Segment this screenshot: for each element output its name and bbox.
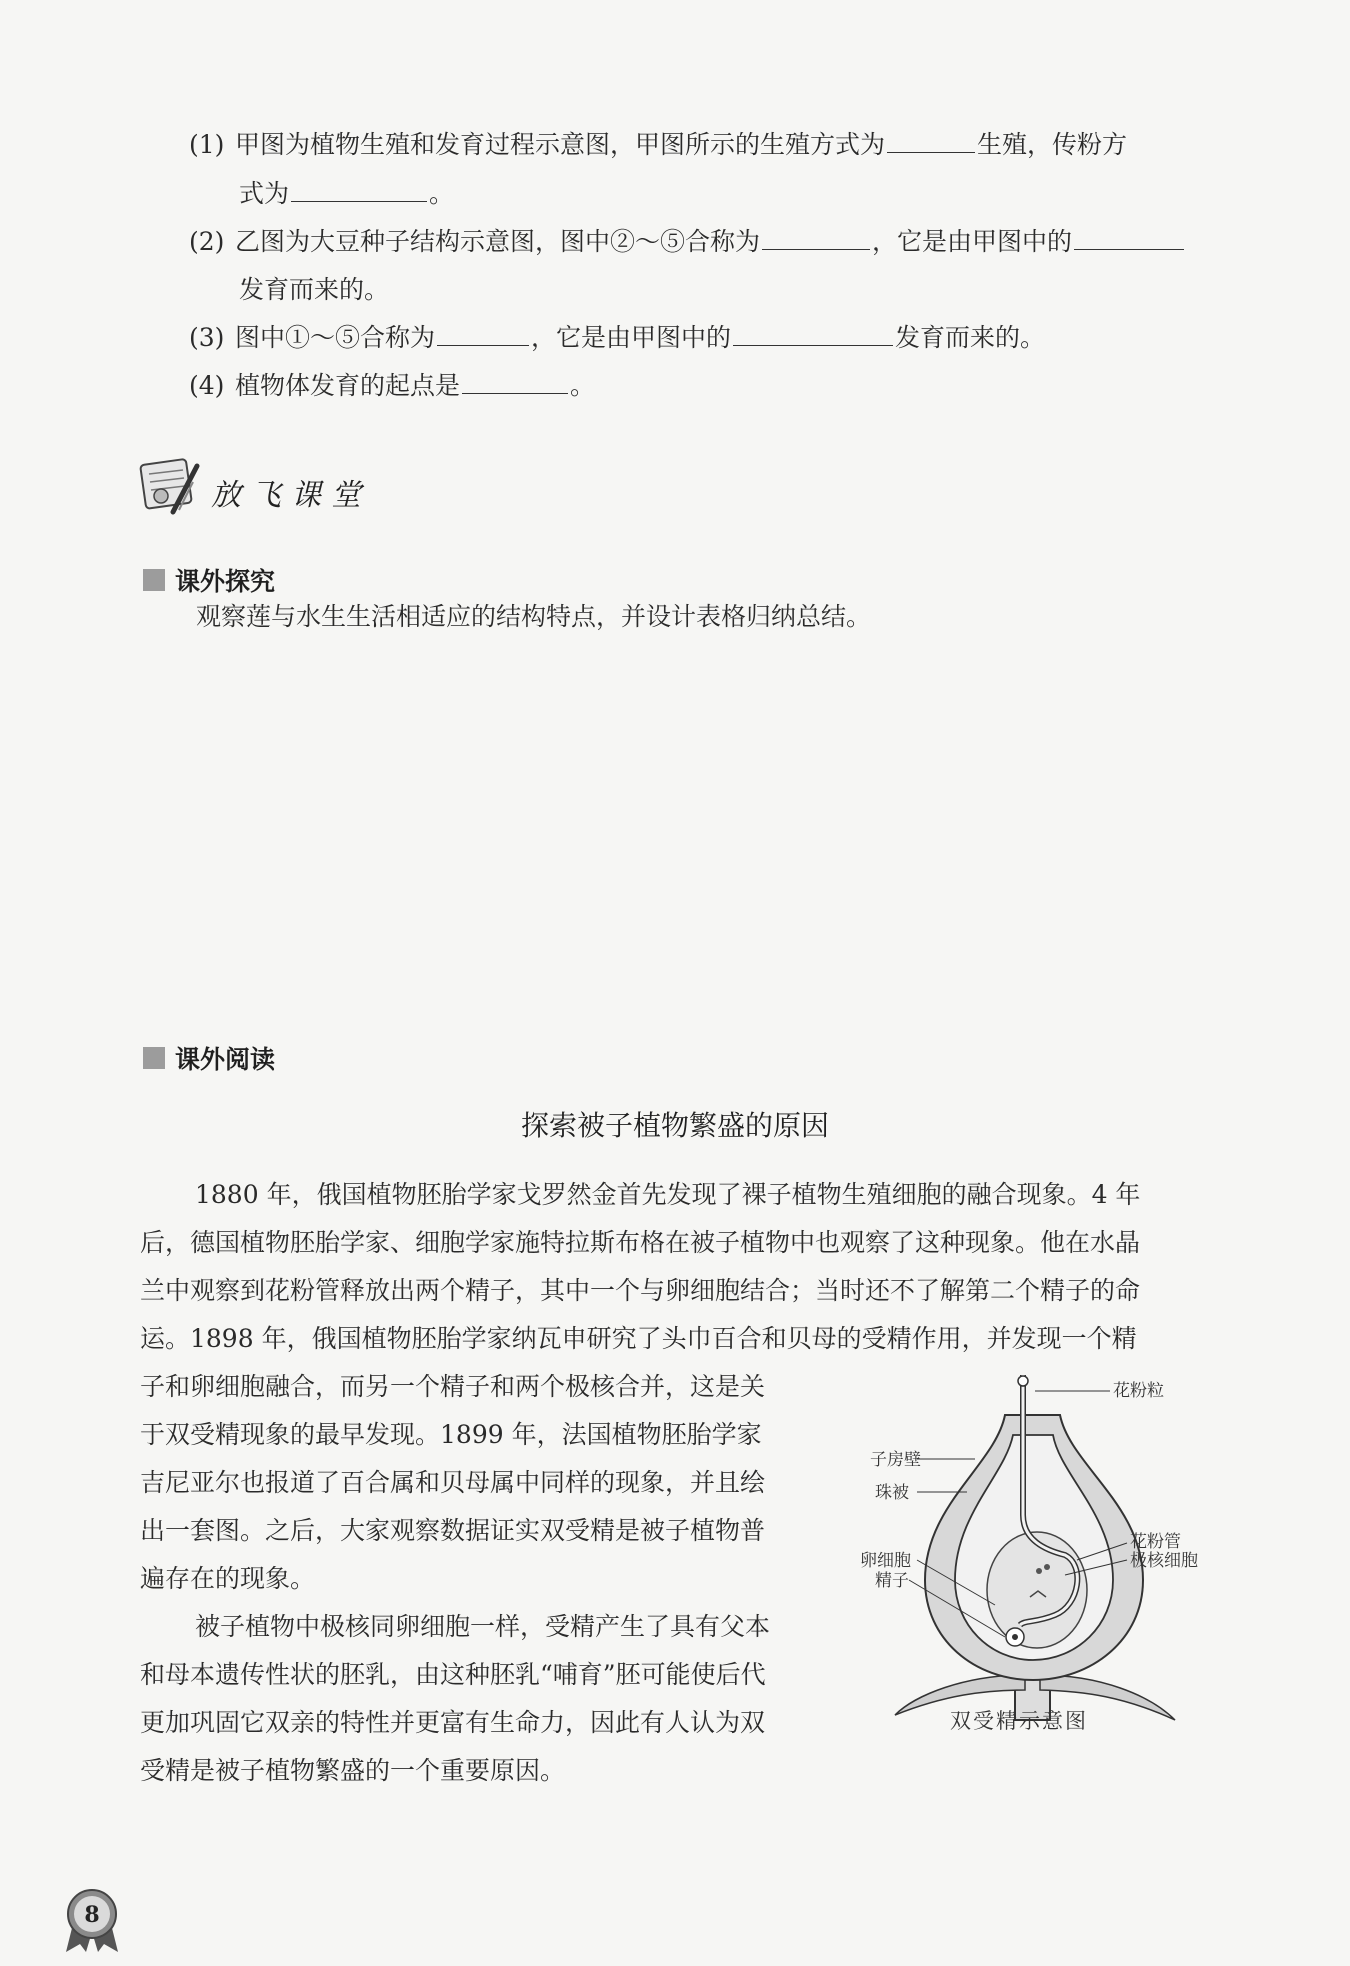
label-pollen-grain: 花粉粒 xyxy=(1113,1381,1164,1401)
figure-caption: 双受精示意图 xyxy=(950,1709,1088,1733)
question-4: (4) 植物体发育的起点是 。 xyxy=(189,371,596,400)
answer-blank[interactable] xyxy=(887,128,975,153)
article-paragraph-2: 被子植物中极核同卵细胞一样，受精产生了具有父本 和母本遗传性状的胚乳，由这种胚乳“哺育”胚可能使后代 更加巩固它双亲的特性并更富有生命力，因此有人认为双 受精是被子植物繁盛的一个重要原因。 xyxy=(140,1612,771,1785)
article-title: 探索被子植物繁盛的原因 xyxy=(520,1109,829,1142)
question-2-line-1: (2) 乙图为大豆种子结构示意图，图中②～⑤合称为 ，它是由甲图中的 xyxy=(189,225,1186,259)
answer-blank[interactable] xyxy=(762,225,870,250)
answer-blank[interactable] xyxy=(1074,225,1184,250)
label-polar-nuclei: 极核细胞 xyxy=(1130,1551,1198,1571)
section-heading-explore: 课外探究 xyxy=(143,562,275,598)
section-heading-reading: 课外阅读 xyxy=(143,1040,275,1076)
double-fertilization-diagram xyxy=(855,1375,1235,1755)
section-marker xyxy=(143,569,165,591)
page-number: 8 xyxy=(84,1902,100,1928)
section-marker xyxy=(143,1047,165,1069)
question-2-line-2: 发育而来的。 xyxy=(239,275,390,304)
answer-blank[interactable] xyxy=(291,177,427,202)
label-ovary-wall: 子房壁 xyxy=(870,1450,921,1470)
answer-blank[interactable] xyxy=(437,321,529,346)
question-3: (3) 图中①～⑤合称为 ，它是由甲图中的 发育而来的。 xyxy=(189,323,1046,352)
page-number-badge xyxy=(62,1888,122,1954)
label-sperm: 精子 xyxy=(875,1571,909,1591)
article-paragraph-1-cont: 子和卵细胞融合，而另一个精子和两个极核合并，这是关 于双受精现象的最早发现。1899 年，法国植物胚胎学家 吉尼亚尔也报道了百合属和贝母属中同样的现象，并且绘 出一套图。之后，大家观察数据证实双受精是被子植物普 遍存在的现象。 xyxy=(140,1372,766,1593)
question-1-line-2: 式为 。 xyxy=(239,179,455,208)
question-1-line-1: (1) 甲图为植物生殖和发育过程示意图，甲图所示的生殖方式为 生殖，传粉方 xyxy=(189,130,1128,159)
explore-text: 观察莲与水生生活相适应的结构特点，并设计表格归纳总结。 xyxy=(196,602,872,631)
banner-title: 放飞课堂 xyxy=(211,478,371,513)
label-integument: 珠被 xyxy=(875,1483,909,1503)
article-paragraph-1: 1880 年，俄国植物胚胎学家戈罗然金首先发现了裸子植物生殖细胞的融合现象。4 年 后，德国植物胚胎学家、细胞学家施特拉斯布格在被子植物中也观察了这种现象。他在水晶 兰中观察到花粉管释放出两个精子，其中一个与卵细胞结合；当时还不了解第二个精子的命 运。1898 年，俄国植物胚胎学家纳瓦申研究了头巾百合和贝母的受精作用，并发现一个精 xyxy=(140,1180,1141,1353)
label-pollen-tube: 花粉管 xyxy=(1130,1532,1181,1552)
answer-blank[interactable] xyxy=(462,369,568,394)
label-egg-cell: 卵细胞 xyxy=(860,1551,911,1571)
answer-blank[interactable] xyxy=(733,321,893,346)
